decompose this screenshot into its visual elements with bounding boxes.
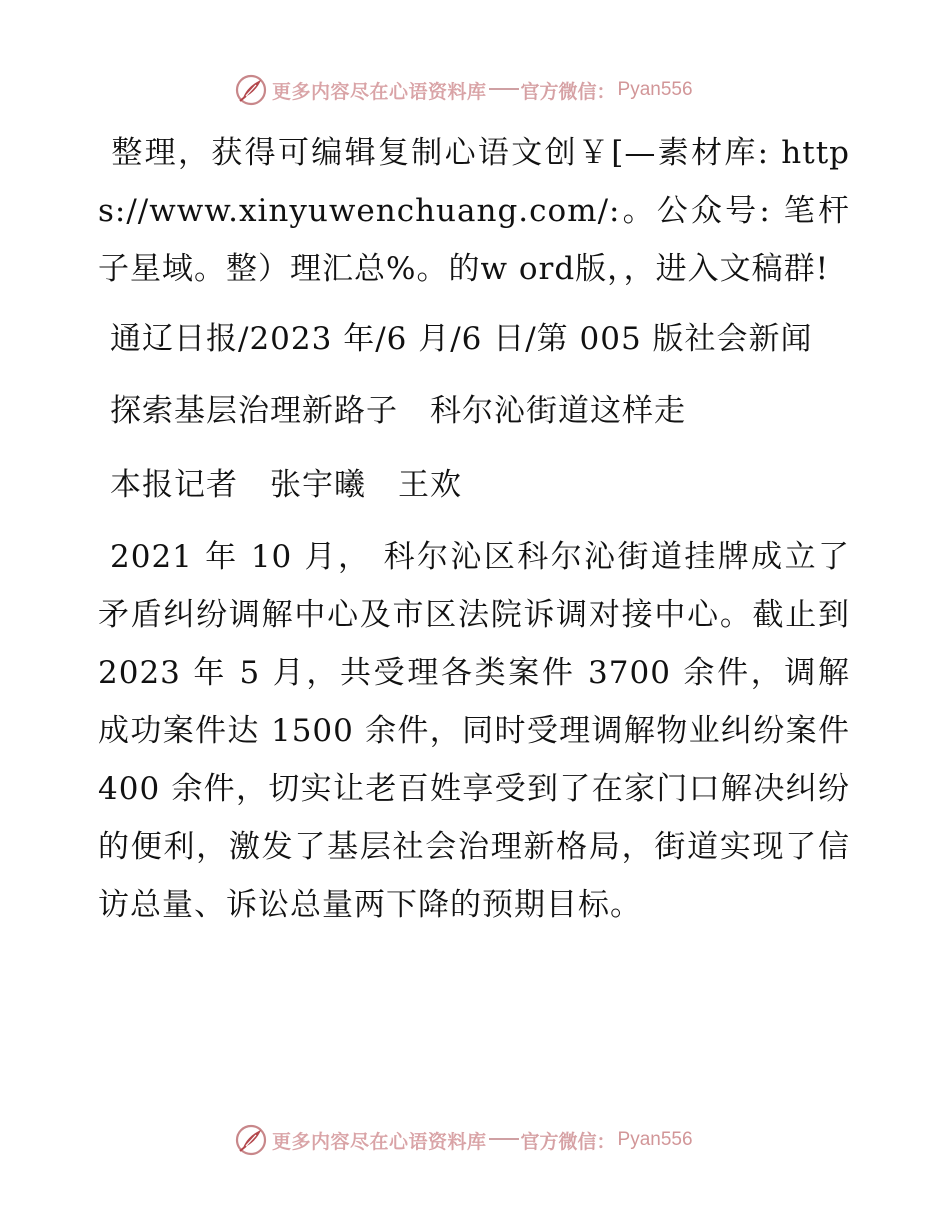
banner-divider	[489, 1138, 519, 1140]
intro-text: 整理，获得可编辑复制心语文创￥[—素材库: https://www.xinyuwenchuang.com/:。公众号: 笔杆子星域。整）理汇总%。的w ord版，，进入文稿群!	[98, 135, 850, 287]
intro-paragraph	[98, 124, 850, 298]
wechat-id: Pyan556	[617, 79, 693, 100]
source-text: 通辽日报/2023 年/6 月/6 日/第 005 版社会新闻	[110, 321, 813, 357]
wechat-label: 官方微信：	[520, 1130, 616, 1153]
wechat-id: Pyan556	[617, 1129, 693, 1150]
header-watermark[interactable]	[234, 72, 714, 108]
article-content	[98, 124, 850, 934]
banner-divider	[489, 88, 519, 90]
body-paragraph	[98, 528, 850, 934]
article-byline	[98, 456, 850, 514]
wechat-label: 官方微信：	[520, 80, 616, 103]
feather-pen-icon	[234, 1123, 268, 1157]
article-headline	[98, 382, 850, 440]
source-line	[98, 310, 850, 368]
byline-text: 本报记者 张宇曦 王欢	[110, 467, 462, 503]
body-text: 2021 年 10 月， 科尔沁区科尔沁街道挂牌成立了矛盾纠纷调解中心及市区法院诉调对接中心。截止到 2023 年 5 月，共受理各类案件 3700 余件，调解成功案件达 1500 余件，同时受理调解物业纠纷案件 400 余件，切实让老百姓享受到了在家门口解决纠纷的便利，激发了基层社会治理新格局，街道实现了信访总量、诉讼总量两下降的预期目标。	[98, 539, 850, 923]
feather-pen-icon	[234, 73, 268, 107]
footer-watermark[interactable]	[234, 1122, 714, 1158]
banner-text: 更多内容尽在心语资料库	[272, 80, 487, 103]
banner-text: 更多内容尽在心语资料库	[272, 1130, 487, 1153]
headline-text: 探索基层治理新路子 科尔沁街道这样走	[110, 393, 686, 429]
